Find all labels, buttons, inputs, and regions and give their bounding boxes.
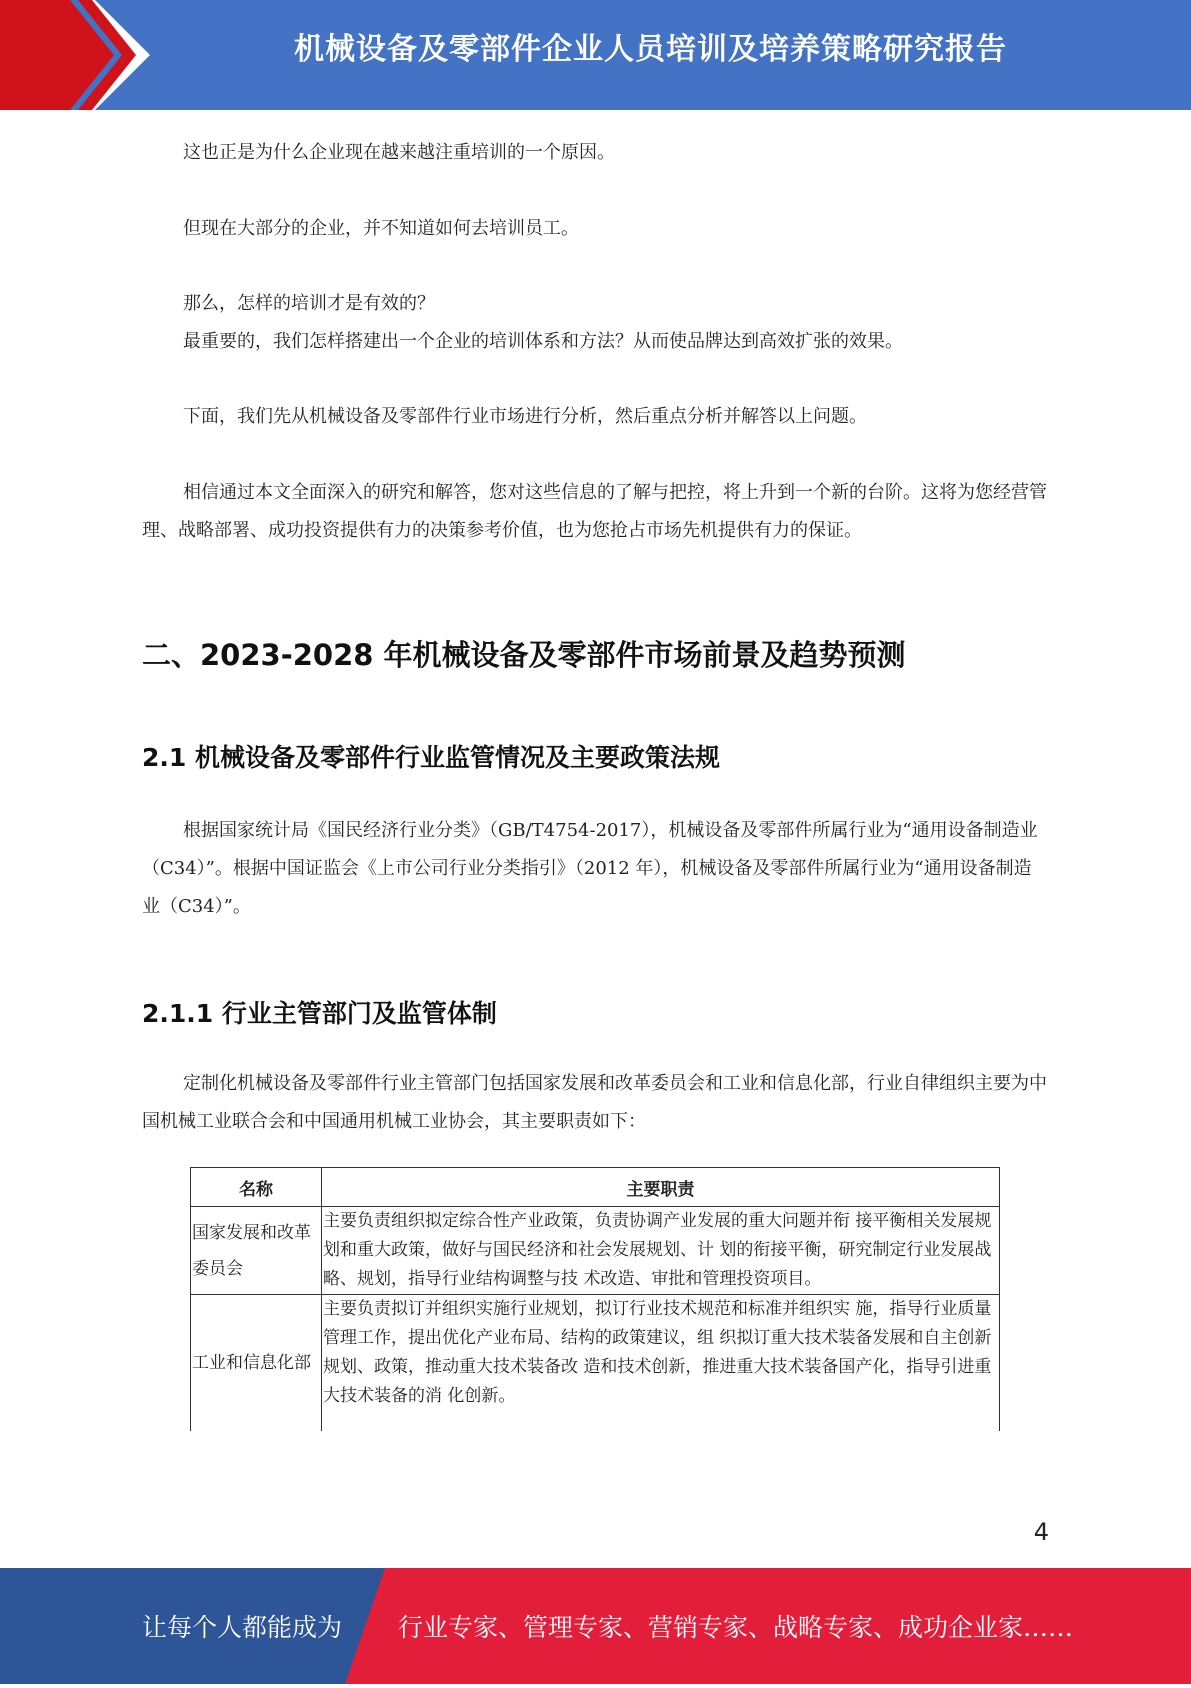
header-arrow-decoration [0,0,160,110]
table-cell-name: 工业和信息化部 [191,1295,322,1432]
footer-slogan-right: 行业专家、管理专家、营销专家、战略专家、成功企业家…… [398,1613,1074,1642]
document-title: 机械设备及零部件企业人员培训及培养策略研究报告 [294,32,1007,67]
subsubsection-paragraph: 定制化机械设备及零部件行业主管部门包括国家发展和改革委员会和工业和信息化部，行业自律组织主要为中国机械工业联合会和中国通用机械工业协会，其主要职责如下： [142,1073,1047,1132]
table-cell-name: 国家发展和改革委员会 [191,1207,322,1295]
body-paragraph: 那么，怎样的培训才是有效的？ [183,293,435,314]
table-row [191,1295,1000,1432]
page-header [0,0,1191,110]
body-paragraph: 下面，我们先从机械设备及零部件行业市场进行分析，然后重点分析并解答以上问题。 [183,406,867,427]
table-row [191,1207,1000,1295]
body-paragraph: 最重要的，我们怎样搭建出一个企业的培训体系和方法？从而使品牌达到高效扩张的效果。 [183,331,903,352]
page-footer [0,1568,1191,1684]
subsubsection-heading: 2.1.1 行业主管部门及监管体制 [142,999,497,1028]
page-number: 4 [1033,1518,1049,1546]
duties-table [190,1167,1000,1431]
section-heading: 二、2023-2028 年机械设备及零部件市场前景及趋势预测 [142,638,906,672]
table-header-duty: 主要职责 [322,1168,1000,1207]
subsection-paragraph: 根据国家统计局《国民经济行业分类》（GB/T4754-2017），机械设备及零部件所属行业为“通用设备制造业（C34）”。根据中国证监会《上市公司行业分类指引》（2012 年），机械设备及零部件所属行业为“通用设备制造业（C34）”。 [142,820,1038,917]
table-cell-duty: 主要负责拟订并组织实施行业规划，拟订行业技术规范和标准并组织实 施，指导行业质量管理工作，提出优化产业布局、结构的政策建议，组 织拟订重大技术装备发展和自主创新规划、政策，推动重大技术装备改 造和技术创新，推进重大技术装备国产化，指导引进重大技术装备的消 化创新。 [322,1295,1000,1432]
table-header-name: 名称 [191,1168,322,1207]
body-paragraph: 这也正是为什么企业现在越来越注重培训的一个原因。 [183,142,615,163]
body-paragraph: 但现在大部分的企业，并不知道如何去培训员工。 [183,218,579,239]
table-header-row [191,1168,1000,1207]
table-cell-duty: 主要负责组织拟定综合性产业政策，负责协调产业发展的重大问题并衔 接平衡相关发展规划和重大政策，做好与国民经济和社会发展规划、计 划的衔接平衡，研究制定行业发展战略、规划，指导行业结构调整与技 术改造、审批和管理投资项目。 [322,1207,1000,1295]
subsection-heading: 2.1 机械设备及零部件行业监管情况及主要政策法规 [142,743,720,772]
body-paragraph: 相信通过本文全面深入的研究和解答，您对这些信息的了解与把控，将上升到一个新的台阶。这将为您经营管理、战略部署、成功投资提供有力的决策参考价值，也为您抢占市场先机提供有力的保证。 [142,482,1047,541]
footer-slogan-left: 让每个人都能成为 [142,1613,343,1642]
